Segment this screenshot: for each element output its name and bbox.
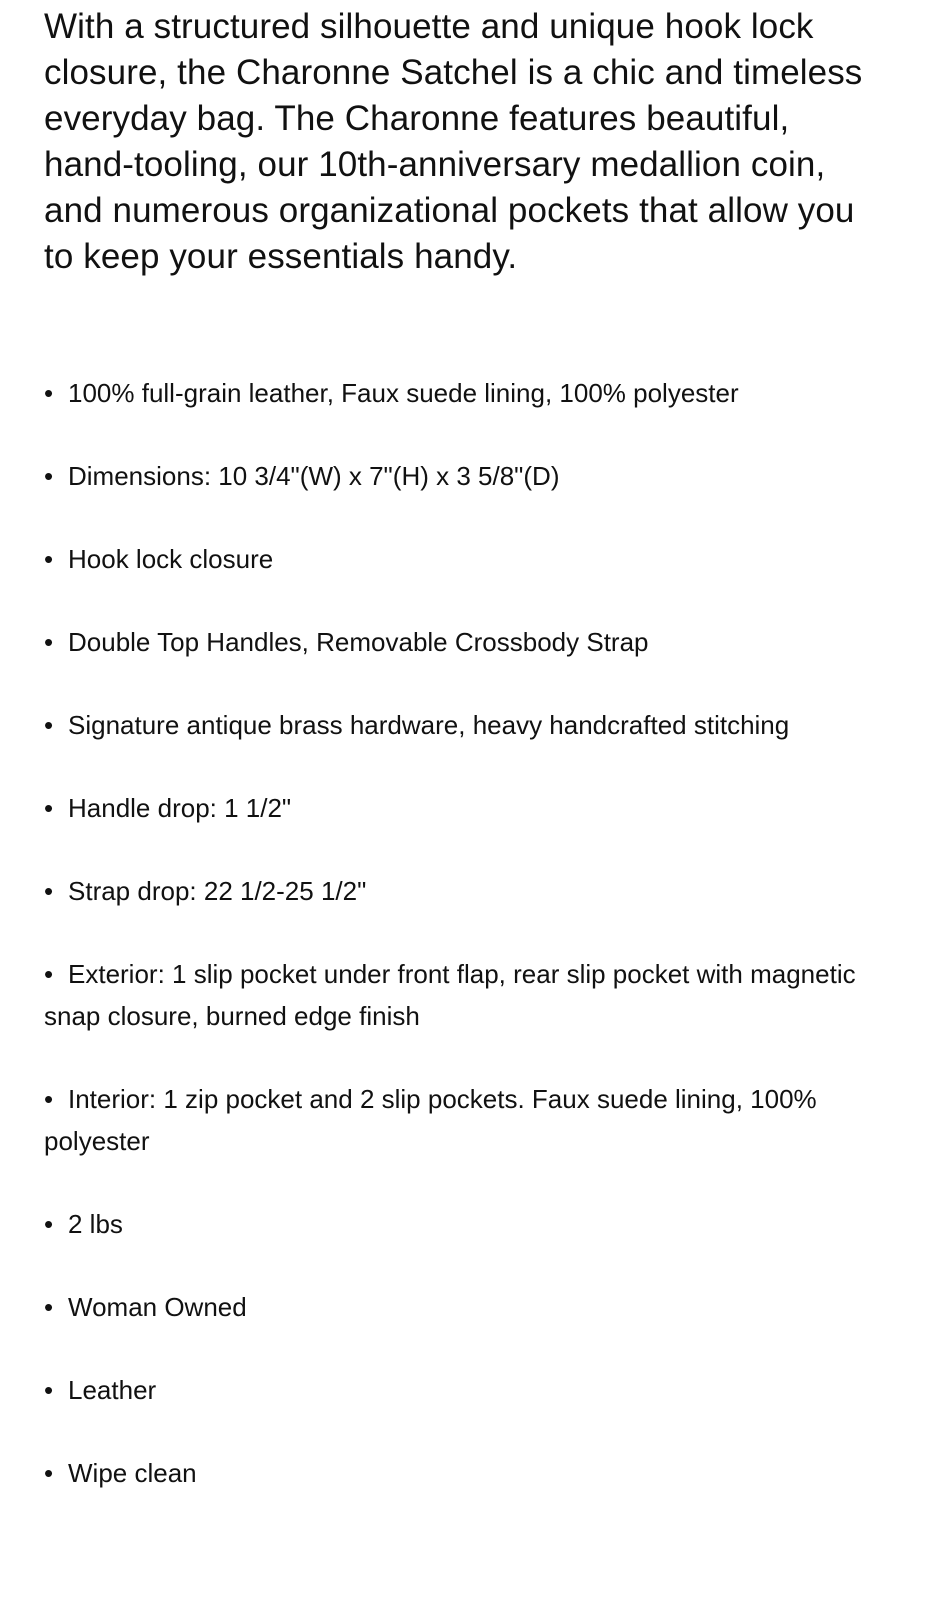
bullet-icon: • [44, 378, 54, 408]
feature-item-dimensions [44, 455, 904, 497]
feature-text: Strap drop: 22 1/2-25 1/2" [68, 876, 367, 906]
feature-item-handles [44, 621, 904, 663]
bullet-icon: • [44, 793, 54, 823]
bullet-icon: • [44, 627, 54, 657]
bullet-icon: • [44, 1084, 54, 1114]
bullet-icon: • [44, 710, 54, 740]
feature-text: 2 lbs [68, 1209, 123, 1239]
bullet-icon: • [44, 1375, 54, 1405]
bullet-icon: • [44, 1458, 54, 1488]
feature-text: Signature antique brass hardware, heavy handcrafted stitching [68, 710, 790, 740]
feature-text: Wipe clean [68, 1458, 197, 1488]
feature-item-handle-drop [44, 787, 904, 829]
feature-item-care [44, 1452, 904, 1494]
bullet-icon: • [44, 1292, 54, 1322]
feature-text: Woman Owned [68, 1292, 247, 1322]
product-features-list [44, 372, 904, 1535]
feature-item-weight [44, 1203, 904, 1245]
bullet-icon: • [44, 1209, 54, 1239]
feature-text: Dimensions: 10 3/4"(W) x 7"(H) x 3 5/8"(D) [68, 461, 560, 491]
feature-item-leather [44, 1369, 904, 1411]
feature-item-interior [44, 1078, 904, 1162]
feature-item-closure [44, 538, 904, 580]
bullet-icon: • [44, 876, 54, 906]
bullet-icon: • [44, 461, 54, 491]
feature-item-exterior [44, 953, 904, 1037]
feature-text: Interior: 1 zip pocket and 2 slip pockets. Faux suede lining, 100% polyester [44, 1084, 817, 1156]
feature-text: Double Top Handles, Removable Crossbody Strap [68, 627, 649, 657]
product-description: With a structured silhouette and unique hook lock closure, the Charonne Satchel is a chic and timeless everyday bag. The Charonne features beautiful, hand-tooling, our 10th-anniversary medallion coin, and numerous organizational pockets that allow you to keep your essentials handy. [44, 7, 863, 276]
feature-text: Leather [68, 1375, 157, 1405]
feature-item-hardware [44, 704, 904, 746]
feature-item-material [44, 372, 904, 414]
bullet-icon: • [44, 959, 54, 989]
bullet-icon: • [44, 544, 54, 574]
feature-text: Handle drop: 1 1/2" [68, 793, 292, 823]
feature-item-woman-owned [44, 1286, 904, 1328]
feature-item-strap-drop [44, 870, 904, 912]
feature-text: 100% full-grain leather, Faux suede lining, 100% polyester [68, 378, 739, 408]
feature-text: Hook lock closure [68, 544, 274, 574]
feature-text: Exterior: 1 slip pocket under front flap, rear slip pocket with magnetic snap closure, burned edge finish [44, 959, 856, 1031]
product-details [44, 0, 904, 1488]
